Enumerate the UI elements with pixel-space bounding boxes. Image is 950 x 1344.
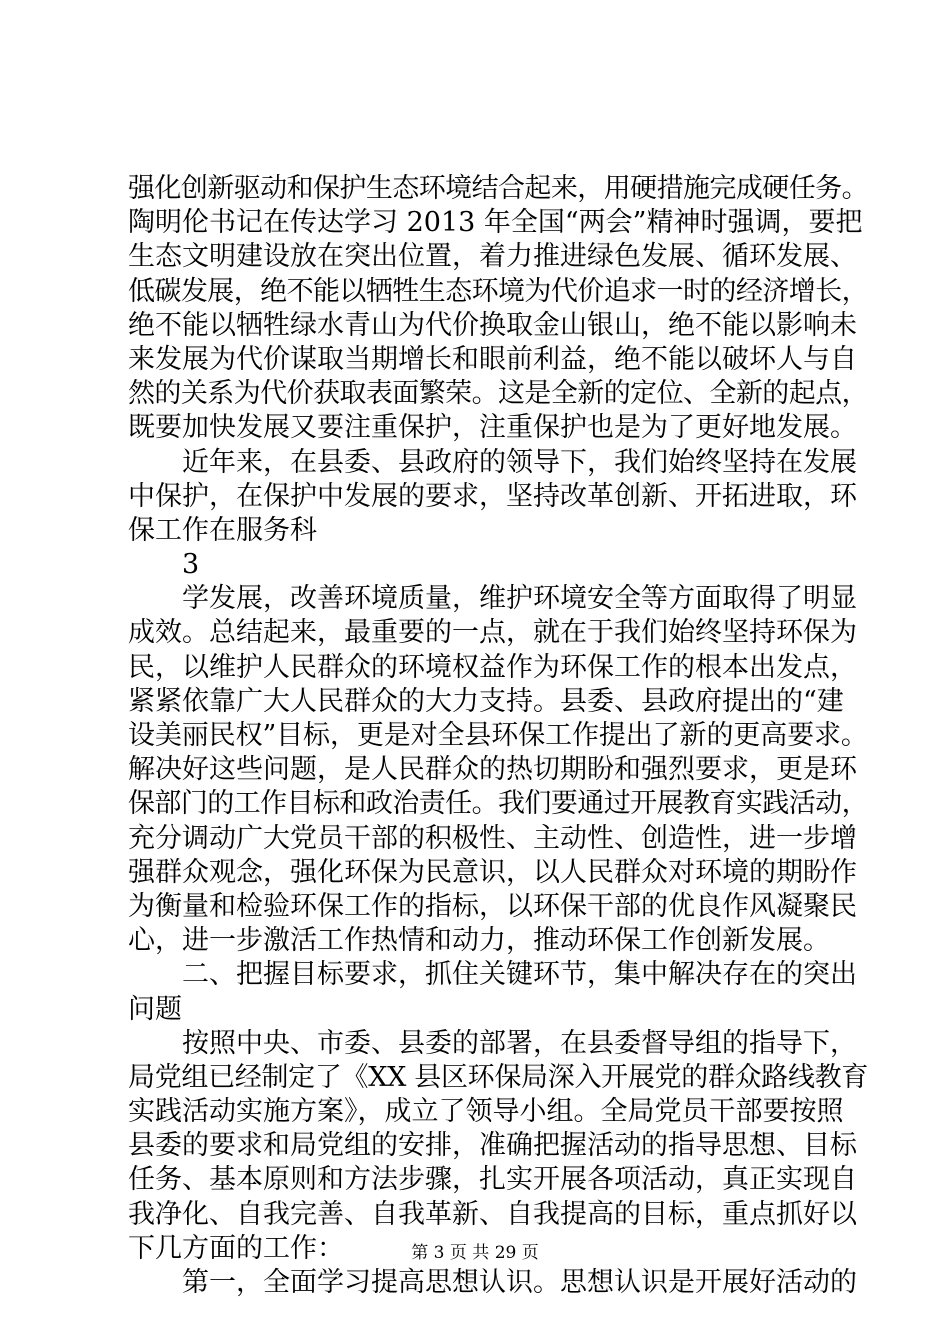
- text-line: 学发展，改善环境质量，维护环境安全等方面取得了明显: [182, 583, 857, 615]
- text-line: 充分调动广大党员干部的积极性、主动性、创造性，进一步增: [128, 822, 857, 854]
- text-line: 低碳发展，绝不能以牺牲生态环境为代价追求一时的经济增长，: [128, 275, 868, 307]
- text-line: 实践活动实施方案》，成立了领导小组。全局党员干部要按照: [128, 1096, 844, 1128]
- text-line: 然的关系为代价获取表面繁荣。这是全新的定位、全新的起点，: [128, 378, 868, 410]
- text-line: 第一，全面学习提高思想认识。思想认识是开展好活动的: [182, 1267, 857, 1298]
- text-line: 强群众观念，强化环保为民意识，以人民群众对环境的期盼作: [128, 856, 857, 888]
- text-line: 设美丽民权”目标，更是对全县环保工作提出了新的更高要求。: [128, 720, 868, 751]
- text-line: 民，以维护人民群众的环境权益作为环保工作的根本出发点，: [128, 651, 857, 683]
- text-line: 近年来，在县委、县政府的领导下，我们始终坚持在发展: [182, 446, 857, 478]
- text-line: 问题: [128, 993, 182, 1025]
- text-line: 陶明伦书记在传达学习 2013 年全国“两会”精神时强调，要把: [128, 207, 863, 239]
- text-line: 来发展为代价谋取当期增长和眼前利益，绝不能以破坏人与自: [128, 343, 857, 375]
- page-footer: 第 3 页 共 29 页: [411, 1243, 539, 1263]
- text-line: 我净化、自我完善、自我革新、自我提高的目标，重点抓好以: [128, 1198, 857, 1230]
- text-line: 紧紧依靠广大人民群众的大力支持。县委、县政府提出的“建: [128, 685, 844, 717]
- text-line: 为衡量和检验环保工作的指标，以环保干部的优良作风凝聚民: [128, 890, 857, 922]
- text-line: 下几方面的工作：: [128, 1232, 344, 1264]
- text-line: 县委的要求和局党组的安排，准确把握活动的指导思想、目标: [128, 1130, 857, 1162]
- text-line: 3: [182, 549, 200, 581]
- text-line: 保工作在服务科: [128, 514, 317, 546]
- text-line: 按照中央、市委、县委的部署，在县委督导组的指导下，: [182, 1027, 857, 1059]
- text-line: 二、把握目标要求，抓住关键环节，集中解决存在的突出: [182, 959, 857, 991]
- text-line: 保部门的工作目标和政治责任。我们要通过开展教育实践活动，: [128, 788, 868, 820]
- text-line: 心，进一步激活工作热情和动力，推动环保工作创新发展。: [128, 925, 830, 957]
- text-line: 成效。总结起来，最重要的一点，就在于我们始终坚持环保为: [128, 617, 857, 649]
- text-line: 生态文明建设放在突出位置，着力推进绿色发展、循环发展、: [128, 241, 857, 273]
- text-line: 解决好这些问题，是人民群众的热切期盼和强烈要求，更是环: [128, 754, 857, 786]
- text-line: 既要加快发展又要注重保护，注重保护也是为了更好地发展。: [128, 412, 857, 444]
- text-line: 绝不能以牺牲绿水青山为代价换取金山银山，绝不能以影响未: [128, 309, 857, 341]
- text-line: 局党组已经制定了《XX 县区环保局深入开展党的群众路线教育: [128, 1061, 869, 1093]
- text-line: 中保护，在保护中发展的要求，坚持改革创新、开拓进取，环: [128, 480, 857, 512]
- text-line: 任务、基本原则和方法步骤，扎实开展各项活动，真正实现自: [128, 1164, 857, 1196]
- text-line: 强化创新驱动和保护生态环境结合起来，用硬措施完成硬任务。: [128, 173, 868, 204]
- document-body: [128, 172, 868, 1300]
